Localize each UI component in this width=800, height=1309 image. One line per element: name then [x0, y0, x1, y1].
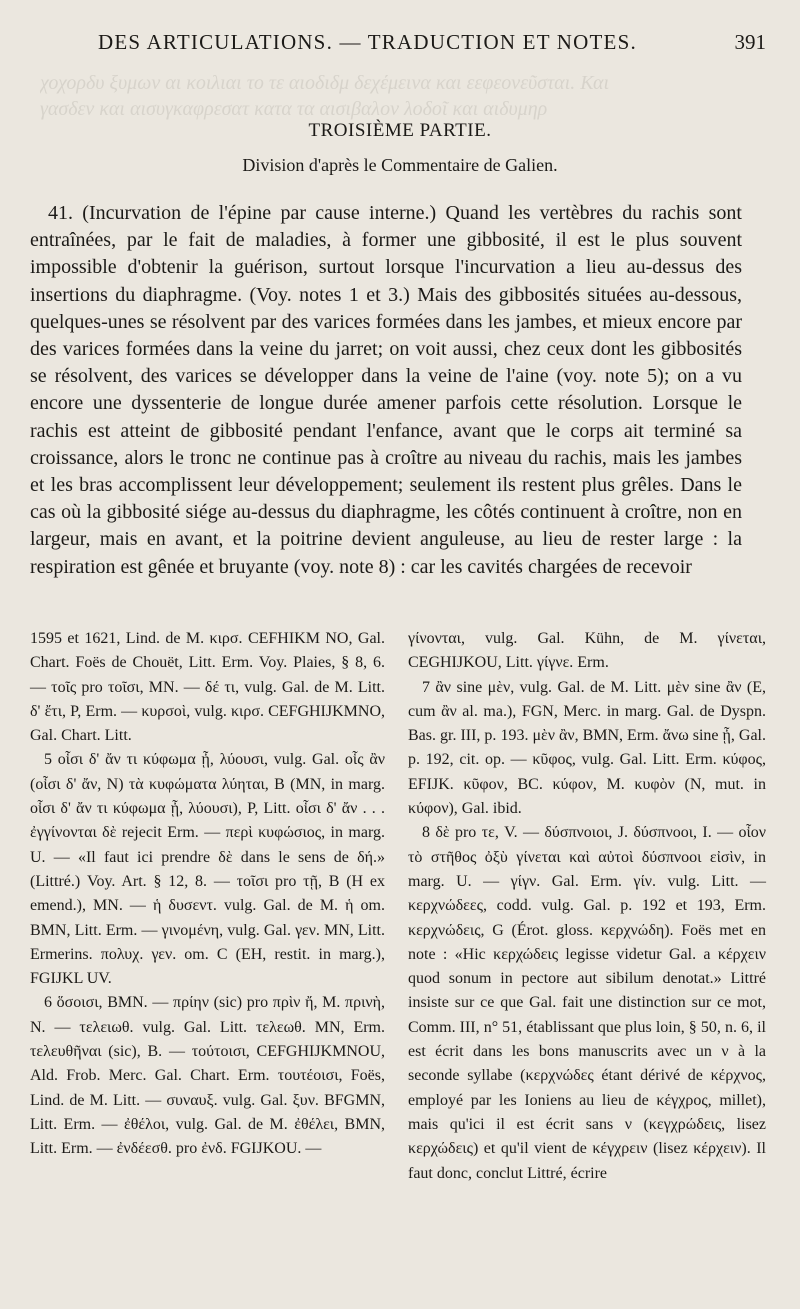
footnote: 1595 et 1621, Lind. de M. κιρσ. CEFHIKM NO, Gal. Chart. Foës de Chouët, Litt. Erm. Voy. Plaies, § 8, 6. — τοῖς pro τοῖσι, MN. — δέ τι, vulg. Gal. de M. Litt. δ' ἔτι, P, Erm. — κυρσοὶ, vulg. κιρσ. CEFGHIJKMNO, Gal. Chart. Litt.: [30, 630, 385, 745]
page-number: 391: [734, 30, 766, 54]
footnotes-right-column: [408, 627, 766, 1186]
footnote: γίνονται, vulg. Gal. Kühn, de M. γίνεται, CEGHIJKOU, Litt. γίγνε. Erm.: [408, 630, 766, 672]
running-head-title: DES ARTICULATIONS. — TRADUCTION ET NOTES.: [98, 30, 637, 54]
part-subheading: Division d'après le Commentaire de Galien.: [242, 155, 558, 175]
part-heading: TROISIÈME PARTIE.: [308, 120, 492, 141]
bleed-through-line: χοχορδυ ξυμων αι κοιλιαι το τε αιοδιδμ δεχέμεινα και εεφεονεῦσται. Και: [40, 72, 610, 94]
footnote-6: 6 ὅσοισι, BMN. — πρίην (sic) pro πρὶν ἤ, M. πρινὴ, N. — τελειωθ. vulg. Gal. Litt. τελεωθ. MN, Erm. τελευθῆναι (sic), B. — τούτοισι, CEFGHIJKMNOU, Ald. Frob. Merc. Gal. Chart. Erm. τουτέοισι, Foës, Lind. de M. Litt. — συναυξ. vulg. Gal. ξυν. BFGMN, Litt. Erm. — ἐθέλοι, vulg. Gal. de M. ἐθέλει, BMN, Litt. Erm. — ἐνδέεσθ. pro ἐνδ. FGIJKOU. —: [30, 994, 385, 1158]
main-text: [30, 200, 742, 581]
running-head: [82, 30, 770, 60]
footnote-5: 5 οἷσι δ' ἄν τι κύφωμα ᾖ, λύουσι, vulg. Gal. οἷς ἂν (οἷσι δ' ἄν, N) τὰ κυφώματα λύηται, B (MN, in marg. οἷσι δ' ἄν τι κύφωμα ᾖ, λύουσι), P, Litt. οἷσι δ' ἄν . . . ἐγγίνονται δὲ rejecit Erm. — περὶ κυφώσιος, in marg. U. — «Il faut ici prendre δὲ dans le sens de δή.» (Littré.) Voy. Art. § 12, 8. — τοῖσι pro τῇ, B (H ex emend.), MN. — ἡ δυσεντ. vulg. Gal. de M. ἡ om. BMN, Litt. Erm. — γινομένη, vulg. Gal. γεν. MN, Litt. Ermerins. πολυχ. γεν. om. C (EH, restit. in marg.), FGIJKL UV.: [30, 751, 385, 988]
bleed-through-line: γασδεν και αισυγκαφρεσατ κατα τα αισιβαλον λοδοῖ και αιδυμηρ: [40, 98, 548, 120]
footnote-7: 7 ἂν sine μὲν, vulg. Gal. de M. Litt. μὲν sine ἂν (E, cum ἂν al. ma.), FGN, Merc. in marg. Gal. de Dyspn. Bas. gr. III, p. 193. μὲν ἂν, BMN, Erm. ἄνω sine ᾖ, Gal. p. 192, cit. op. — κῦφος, vulg. Gal. Litt. Erm. κύφος, EFIJK. κῦφον, BC. κύφον, M. κυφὸν (N, mut. in κύφον), Gal. ibid.: [408, 678, 766, 818]
footnote-8: 8 δὲ pro τε, V. — δύσπνοιοι, J. δύσπνοοι, I. — οἷον τὸ στῆθος ὀξὺ γίνεται καὶ αὐτοὶ δύσπνοοι εἰσὶν, in marg. U. — γίγν. Gal. Erm. γίν. vulg. Litt. — κερχνώδεες, codd. vulg. Gal. p. 192 et 193, Erm. κερχνώδεις, G (Érot. gloss. κερχνώδη). Foës met en note : «Hic κερχώδεις legisse videtur Gal. a κέρχειν quod sonum in pectore aut sibilum denotat.» Littré insiste sur ce que Gal. fait une distinction sur ce mot, Comm. III, n° 51, établissant que plus loin, § 50, n. 6, il est écrit dans les bons manuscrits avec un ν à la seconde syllabe (κερχνώδες étant dérivé de κέρχνος, employé par les Ioniens au lieu de κέγχρος, millet), mais qu'ici il est écrit sans ν (κεγχρώδεις, lisez κερχώδεις) et qu'il vient de κέγχρειν (lisez κέρχειν). Il faut donc, conclut Littré, écrire: [408, 824, 766, 1182]
paragraph-41: 41. (Incurvation de l'épine par cause interne.) Quand les vertèbres du rachis sont entraînées, par le fait de maladies, à former une gibbosité, il est le plus souvent impossible d'obtenir la guérison, surtout lorsque l'incurvation a lieu au-dessus des insertions du diaphragme. (Voy. notes 1 et 3.) Mais des gibbosités situées au-dessous, quelques-unes se résolvent par des varices formées dans les jambes, et mieux encore par des varices formées dans la veine du jarret; on voit aussi, chez ceux dont les gibbosités se résolvent, des varices se développer dans la veine de l'aine (voy. note 5); on a vu encore une dyssenterie de longue durée amener parfois cette résolution. Lorsque le rachis est atteint de gibbosité pendant l'enfance, avant que le corps ait terminé sa croissance, alors le tronc ne continue pas à croître au niveau du rachis, mais les jambes et les bras accomplissent leur développement; seulement ils restent plus grêles. Dans le cas où la gibbosité siége au-dessus du diaphragme, les côtés continuent à croître, non en largeur, mais en avant, et la poitrine devient anguleuse, au lieu de rester large : la respiration est gênée et bruyante (voy. note 8) : car les cavités chargées de recevoir: [30, 202, 742, 578]
footnotes-left-column: [30, 627, 385, 1162]
